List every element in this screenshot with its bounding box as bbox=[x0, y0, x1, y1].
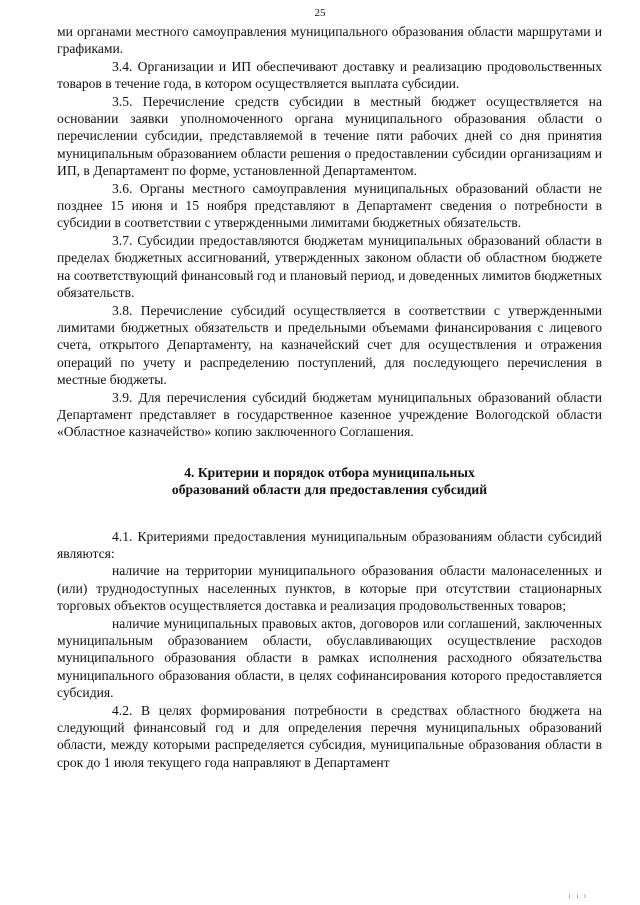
section-heading-line-2: образований области для предоставления субсидий bbox=[171, 482, 488, 498]
document-body bbox=[57, 23, 602, 771]
section-3-paragraphs bbox=[57, 23, 602, 441]
paragraph-4-1: 4.1. Критериями предоставления муниципальным образованиям области субсидий являются: bbox=[57, 528, 602, 561]
footer-mark: ı ı ı bbox=[568, 892, 588, 900]
section-heading-line-1: 4. Критерии и порядок отбора муниципальных bbox=[184, 464, 475, 480]
page-number: 25 bbox=[314, 7, 326, 19]
paragraph-3-4: 3.4. Организации и ИП обеспечивают доставку и реализацию продовольственных товаров в течение года, в котором осуществляется выплата субсидии. bbox=[57, 58, 602, 92]
paragraph-3-7: 3.7. Субсидии предоставляются бюджетам муниципальных образований области в пределах бюджетных ассигнований, утвержденных законом области об областном бюджете на соответствующий финансовый год и плановый период, и доведенных лимитов бюджетных обязательств. bbox=[57, 232, 602, 301]
paragraph-3-8: 3.8. Перечисление субсидий осуществляется в соответствии с утвержденными лимитами бюджетных обязательств и предельными объемами финансирования с лицевого счета, открытого Департаменту, на казначейский счет для осуществления и отражения операций по учету и распределению поступлений, для последующего перечисления в местные бюджеты. bbox=[57, 302, 602, 388]
paragraph-intro: ми органами местного самоуправления муниципального образования области маршрутами и графиками. bbox=[57, 24, 602, 57]
paragraph-3-5: 3.5. Перечисление средств субсидии в местный бюджет осуществляется на основании заявки уполномоченного органа муниципального образования области о перечислении субсидии, представляемой в течение пяти рабочих дней со дня принятия муниципальным образованием области решения о предоставлении субсидии организациям и ИП, в Департамент по форме, установленной Департаментом. bbox=[57, 93, 602, 179]
section-4-heading bbox=[57, 464, 602, 499]
paragraph-4-1-b: наличие муниципальных правовых актов, договоров или соглашений, заключенных муниципальным образованием области, обуславливающих осуществление расходов муниципального образования области в рамках исполнения расходного обязательства муниципального образования области, в целях софинансирования которого предоставляется субсидия. bbox=[57, 615, 602, 701]
paragraph-4-2: 4.2. В целях формирования потребности в средствах областного бюджета на следующий финансовый год и для определения перечня муниципальных образований области, между которыми распределяется субсидия, муниципальные образования области в срок до 1 июля текущего года направляют в Департамент bbox=[57, 702, 602, 770]
paragraph-3-6: 3.6. Органы местного самоуправления муниципальных образований области не позднее 15 июня и 15 ноября представляют в Департамент сведения о потребности в субсидии в соответствии с утвержденными лимитами бюджетных обязательств. bbox=[57, 180, 602, 231]
section-4-paragraphs bbox=[57, 528, 602, 772]
paragraph-3-9: 3.9. Для перечисления субсидий бюджетам муниципальных образований области Департамент представляет в государственное казенное учреждение Вологодской области «Областное казначейство» копию заключенного Соглашения. bbox=[57, 389, 602, 440]
paragraph-4-1-a: наличие на территории муниципального образования области малонаселенных и (или) труднодоступных населенных пунктов, в которые при отсутствии стационарных торговых объектов осуществляется доставка и реализация продовольственных товаров; bbox=[57, 563, 602, 614]
